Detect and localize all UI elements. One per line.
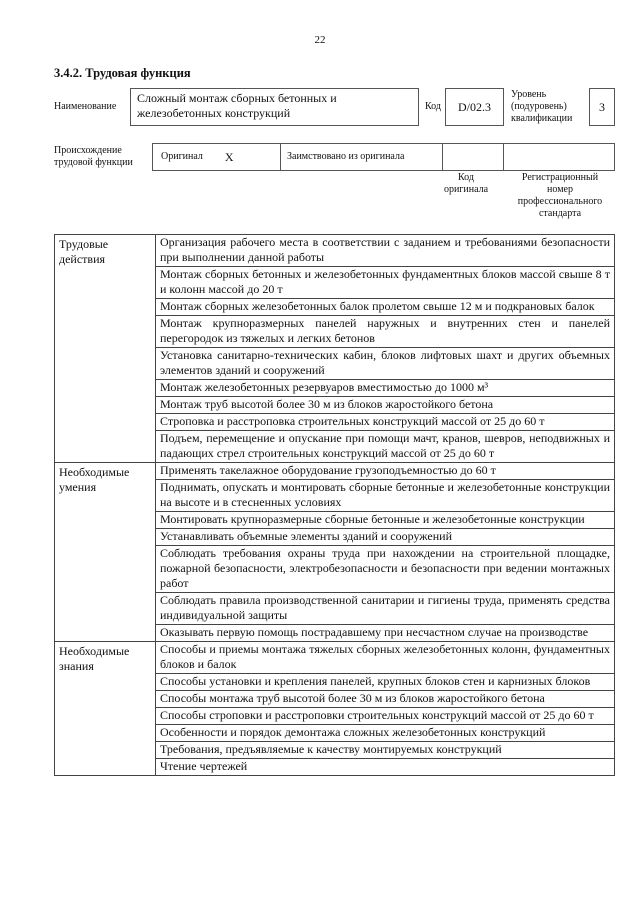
section-item: Поднимать, опускать и монтировать сборные бетонные и железобетонные конструкции на высоте и в стесненных условиях [156, 480, 615, 512]
section-item: Чтение чертежей [156, 759, 615, 776]
section-item: Организация рабочего места в соответствии с заданием и требованиями безопасности при выполнении данной работы [156, 235, 615, 267]
section-item: Монтаж сборных железобетонных балок пролетом свыше 12 м и подкрановых балок [156, 299, 615, 316]
section-category: Трудовые действия [55, 235, 156, 463]
original-mark: X [224, 150, 234, 164]
section-item: Способы установки и крепления панелей, крупных блоков стен и карнизных блоков [156, 674, 615, 691]
origin-label: Происхождение трудовой функции [54, 145, 133, 168]
section-category: Необходимые умения [55, 463, 156, 642]
code-caption: Код оригинала [443, 172, 489, 195]
name-label: Наименование [54, 101, 117, 112]
section-item: Монтаж крупноразмерных панелей наружных и внутренних стен и панелей перегородок из тяжелых и легких бетонов [156, 316, 615, 348]
section-item: Монтаж труб высотой более 30 м из блоков жаростойкого бетона [156, 397, 615, 414]
section-title: 3.4.2. Трудовая функция [54, 66, 191, 80]
borrowed-cell [281, 144, 443, 170]
section-item: Оказывать первую помощь пострадавшему при несчастном случае на производстве [156, 625, 615, 642]
section-item: Применять такелажное оборудование грузоподъемностью до 60 т [156, 463, 615, 480]
section-item: Строповка и расстроповка строительных конструкций массой от 25 до 60 т [156, 414, 615, 431]
section-item: Устанавливать объемные элементы зданий и сооружений [156, 529, 615, 546]
original-code-cell [443, 144, 504, 170]
section-item: Установка санитарно-технических кабин, блоков лифтовых шахт и других объемных элементов зданий и сооружений [156, 348, 615, 380]
section-category: Необходимые знания [55, 642, 156, 776]
section-item: Соблюдать требования охраны труда при нахождении на строительной площадке, пожарной безопасности, электробезопасности и безопасности при ведении монтажных работ [156, 546, 615, 593]
code-value: D/02.3 [458, 99, 491, 114]
function-name-box [130, 88, 419, 126]
section-item: Способы и приемы монтажа тяжелых сборных железобетонных колонн, фундаментных блоков и балок [156, 642, 615, 674]
section-item: Монтаж сборных бетонных и железобетонных фундаментных блоков массой свыше 8 т и колонн массой до 20 т [156, 267, 615, 299]
original-cell [153, 144, 281, 170]
section-item: Соблюдать правила производственной санитарии и гигиены труда, применять средства индивидуальной защиты [156, 593, 615, 625]
section-item: Требования, предъявляемые к качеству монтируемых конструкций [156, 742, 615, 759]
code-label: Код [425, 101, 441, 112]
level-box [589, 88, 615, 126]
section-item: Особенности и порядок демонтажа сложных железобетонных конструкций [156, 725, 615, 742]
section-item: Монтаж железобетонных резервуаров вместимостью до 1000 м³ [156, 380, 615, 397]
section-item: Способы строповки и расстроповки строительных конструкций массой от 25 до 60 т [156, 708, 615, 725]
origin-row [152, 143, 615, 171]
section-item: Способы монтажа труб высотой более 30 м из блоков жаростойкого бетона [156, 691, 615, 708]
registration-cell [504, 144, 614, 170]
original-label: Оригинал [161, 151, 203, 162]
code-box [445, 88, 504, 126]
page-number: 22 [314, 34, 326, 46]
table-row [55, 463, 615, 480]
level-label: Уровень (подуровень) квалификации [511, 89, 573, 124]
table-row [55, 642, 615, 674]
function-table [54, 234, 615, 776]
section-item: Подъем, перемещение и опускание при помощи мачт, кранов, шевров, неподвижных и падающих стрел строительных конструкций массой от 25 до 60 т [156, 431, 615, 463]
registration-caption: Регистрационный номер профессионального стандарта [517, 172, 603, 219]
table-row [55, 235, 615, 267]
level-value: 3 [599, 99, 605, 114]
section-item: Монтировать крупноразмерные сборные бетонные и железобетонные конструкции [156, 512, 615, 529]
borrowed-label: Заимствовано из оригинала [287, 151, 405, 162]
function-name: Сложный монтаж сборных бетонных и железобетонных конструкций [137, 91, 337, 120]
